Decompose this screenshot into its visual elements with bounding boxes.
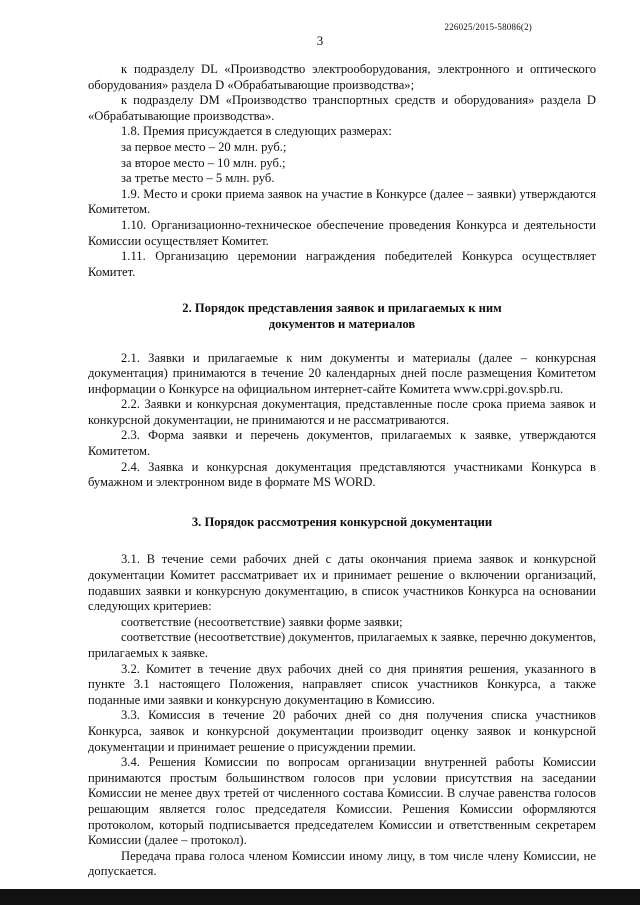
section-2-title-line-2: документов и материалов bbox=[268, 316, 416, 331]
paragraph-1-8: 1.8. Премия присуждается в следующих размерах: bbox=[121, 124, 392, 139]
section-2-heading bbox=[88, 301, 596, 332]
paragraph-3-3: 3.3. Комиссия в течение 20 рабочих дней со дня получения списка участников Конкурса, заявок и конкурсной документации производит оценку заявок и конкурсной документации и принимает решение о присуждении премии. bbox=[88, 708, 596, 754]
scan-bottom-edge bbox=[0, 889, 640, 905]
page-number: 3 bbox=[316, 33, 324, 48]
prize-third-place: за третье место – 5 млн. руб. bbox=[121, 171, 275, 186]
paragraph-1-10: 1.10. Организационно-техническое обеспечение проведения Конкурса и деятельности Комиссии осуществляет Комитет. bbox=[88, 217, 596, 248]
paragraph-1-11: 1.11. Организацию церемонии награждения победителей Конкурса осуществляет Комитет. bbox=[88, 249, 596, 279]
paragraph-2-1: 2.1. Заявки и прилагаемые к ним документы и материалы (далее – конкурсная документация) принимаются в течение 20 календарных дней после размещения Комитетом информации о Конкурсе на официальном интернет-сайте Комитета www.cppi.gov.spb.ru. bbox=[88, 350, 596, 396]
document-body bbox=[88, 62, 596, 880]
paragraph-2-4: 2.4. Заявка и конкурсная документация представляются участниками Конкурса в бумажном и электронном виде в формате MS WORD. bbox=[88, 459, 596, 490]
paragraph-3-1: 3.1. В течение семи рабочих дней с даты окончания приема заявок и конкурсной документации Комитет рассматривает их и принимает решение о включении организаций, подавших заявки и конкурсную документацию, в список участников Конкурса на основании следующих критериев: bbox=[88, 552, 596, 614]
paragraph-3-4: 3.4. Решения Комиссии по вопросам организации внутренней работы Комиссии принимаются простым большинством голосов при условии присутствия на заседании Комиссии не менее двух третей от численного состава Комиссии. В случае равенства голосов решающим является голос председателя Комиссии. Решения Комиссии оформляются протоколом, который подписывается председателем Комиссии и ответственным секретарем Комиссии (далее – протокол). bbox=[88, 755, 596, 848]
paragraph-3-2: 3.2. Комитет в течение двух рабочих дней со дня принятия решения, указанного в пункте 3.1 настоящего Положения, направляет список участников Конкурса, а также поданные ими заявки и конкурсную документацию в Комиссию. bbox=[88, 661, 596, 707]
paragraph-vote-transfer: Передача права голоса членом Комиссии иному лицу, в том числе члену Комиссии, не допускается. bbox=[88, 848, 596, 879]
section-2-title-line-1: 2. Порядок представления заявок и прилагаемых к ним bbox=[182, 301, 502, 316]
paragraph-subsection-dl: к подразделу DL «Производство электрооборудования, электронного и оптического оборудования» раздела D «Обрабатывающие производства»; bbox=[88, 62, 596, 92]
prize-first-place: за первое место – 20 млн. руб.; bbox=[121, 139, 287, 154]
paragraph-2-2: 2.2. Заявки и конкурсная документация, представленные после срока приема заявок и конкурсной документации, не принимаются и не рассматриваются. bbox=[88, 397, 596, 427]
document-id: 226025/2015-58086(2) bbox=[444, 22, 532, 32]
paragraph-1-9: 1.9. Место и сроки приема заявок на участие в Конкурсе (далее – заявки) утверждаются Комитетом. bbox=[88, 186, 596, 217]
paragraph-2-3: 2.3. Форма заявки и перечень документов, прилагаемых к заявке, утверждаются Комитетом. bbox=[88, 428, 596, 459]
criterion-form: соответствие (несоответствие) заявки форме заявки; bbox=[121, 614, 403, 629]
section-3-title: 3. Порядок рассмотрения конкурсной документации bbox=[191, 514, 493, 529]
criterion-documents: соответствие (несоответствие) документов, прилагаемых к заявке, перечню документов, прилагаемых к заявке. bbox=[88, 630, 596, 660]
section-3-heading bbox=[88, 515, 596, 531]
prize-second-place: за второе место – 10 млн. руб.; bbox=[121, 155, 286, 170]
paragraph-subsection-dm: к подразделу DM «Производство транспортных средств и оборудования» раздела D «Обрабатывающие производства». bbox=[88, 93, 596, 123]
